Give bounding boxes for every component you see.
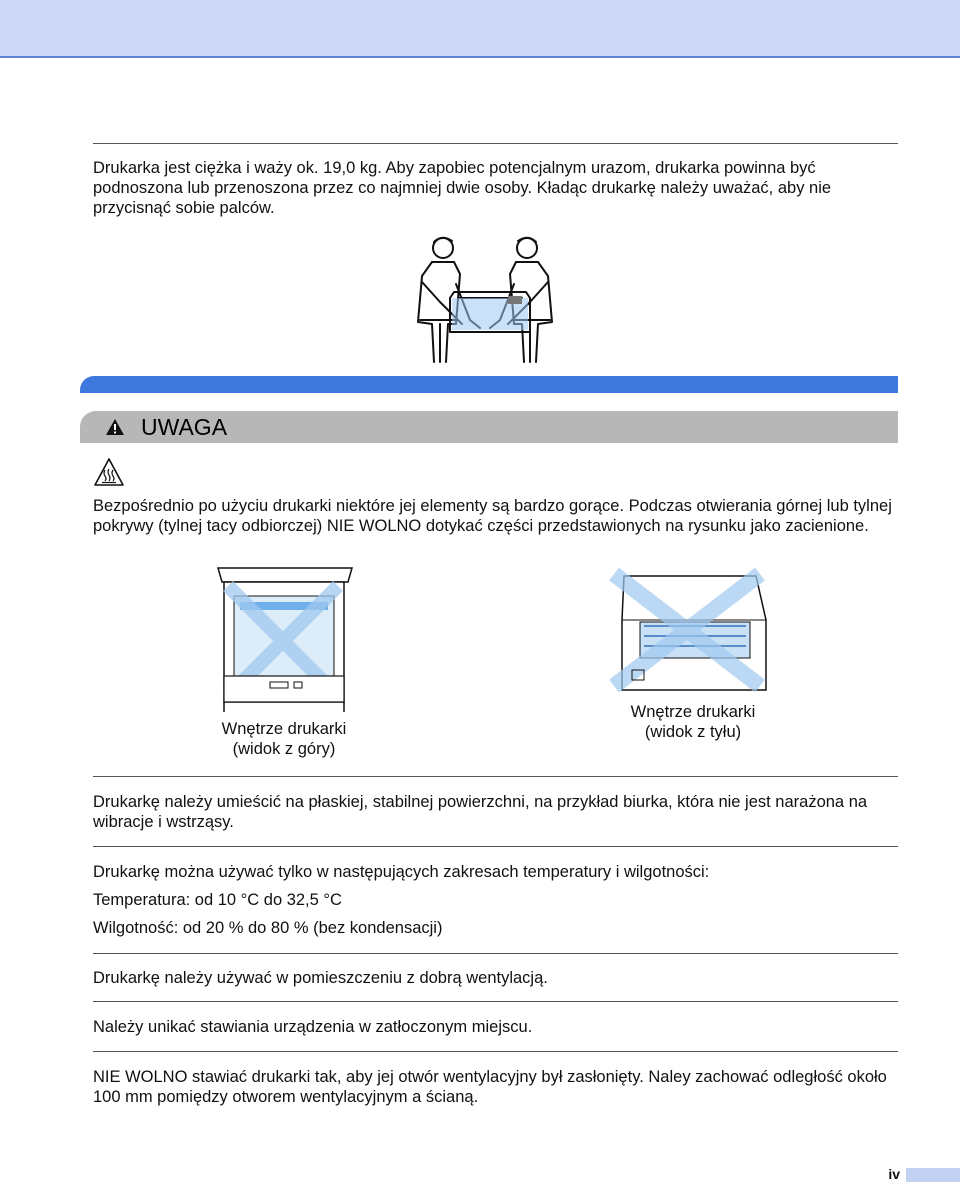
caption-rear-line2: (widok z tyłu) (644, 723, 742, 741)
divider (93, 953, 898, 954)
caption-top-view (204, 719, 364, 759)
caption-rear-line1: Wnętrze drukarki (630, 703, 756, 721)
placement-note: Drukarkę należy umieścić na płaskiej, stabilnej powierzchni, na przykład biurka, która nie jest narażona na wibracje i wstrząsy. (93, 793, 868, 831)
crowded-place-note: Należy unikać stawiania urządzenia w zatłoczonym miejscu. (93, 1018, 533, 1036)
humidity-range: Wilgotność: od 20 % do 80 % (bez kondensacji) (93, 919, 443, 937)
printer-top-view-illustration (208, 566, 358, 712)
hot-surface-icon (93, 457, 125, 487)
caption-top-line2: (widok z góry) (232, 740, 336, 758)
ventilation-note: Drukarkę należy używać w pomieszczeniu z dobrą wentylacją. (93, 969, 548, 987)
printer-rear-view-illustration (600, 566, 772, 696)
caption-top-line1: Wnętrze drukarki (221, 720, 347, 738)
temperature-range: Temperatura: od 10 °C do 32,5 °C (93, 891, 342, 909)
page-header-band (0, 0, 960, 58)
page-tab-marker (906, 1168, 960, 1182)
section-bar (80, 376, 898, 393)
divider (93, 1001, 898, 1002)
page-number: iv (888, 1166, 900, 1182)
caution-header (80, 411, 898, 443)
divider (93, 776, 898, 777)
warning-triangle-icon (105, 418, 125, 436)
divider (93, 846, 898, 847)
two-person-lift-illustration (410, 232, 570, 364)
environment-note: Drukarkę można używać tylko w następujących zakresach temperatury i wilgotności: (93, 863, 710, 881)
vent-clearance-note: NIE WOLNO stawiać drukarki tak, aby jej otwór wentylacyjny był zasłonięty. Naley zachować odległość około 100 mm pomiędzy otworem wentylacyjnym a ścianą. (93, 1068, 887, 1106)
divider (93, 143, 898, 144)
divider (93, 1051, 898, 1052)
caution-title: UWAGA (141, 414, 228, 440)
caution-text: Bezpośrednio po użyciu drukarki niektóre jej elementy są bardzo gorące. Podczas otwierania górnej lub tylnej pokrywy (tylnej tacy odbiorczej) NIE WOLNO dotykać części przedstawionych na rysunku jako zacienione. (93, 497, 892, 535)
weight-note: Drukarka jest ciężka i waży ok. 19,0 kg. Aby zapobiec potencjalnym urazom, drukarka powinna być podnoszona lub przenoszona przez co najmniej dwie osoby. Kładąc drukarkę należy uważać, aby nie przycisnąć sobie palców. (93, 159, 832, 217)
caption-rear-view (613, 702, 773, 742)
